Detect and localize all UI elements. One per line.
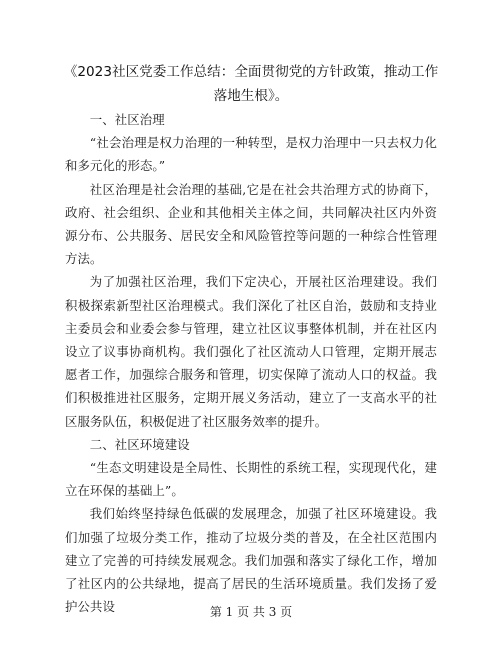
- body-paragraph: 为了加强社区治理，我们下定决心，开展社区治理建设。我们积极探索新型社区治理模式。我们深化了社区自治，鼓励和支持业主委员会和业委会参与管理，建立社区议事整体机制，并在社区内设立了议事协商机构。我们强化了社区流动人口管理，定期开展志愿者工作，加强综合服务和管理，切实保障了流动人口的权益。我们积极推进社区服务，定期开展义务活动，建立了一支高水平的社区服务队伍，积极促进了社区服务效率的提升。: [65, 274, 437, 429]
- section-heading: 一、社区治理: [89, 112, 165, 127]
- quote-paragraph: “社会治理是权力治理的一种转型，是权力治理中一只去权力化和多元化的形态。”: [65, 135, 437, 174]
- document-body: [65, 108, 437, 618]
- body-paragraph: 社区治理是社会治理的基础,它是在社会共治理方式的协商下，政府、社会组织、企业和其他相关主体之间，共同解决社区内外资源分布、公共服务、居民安全和风险管控等问题的一种综合性管理方法。: [65, 181, 437, 267]
- quote-paragraph: “生态文明建设是全局性、长期性的系统工程，实现现代化，建立在环保的基础上”。: [65, 460, 437, 499]
- document-title: 《2023社区党委工作总结：全面贯彻党的方针政策，推动工作落地生根》。: [63, 64, 439, 104]
- section-heading: 二、社区环境建设: [89, 436, 190, 452]
- body-paragraph: 我们始终坚持绿色低碳的发展理念，加强了社区环境建设。我们加强了垃圾分类工作，推动了垃圾分类的普及，在全社区范围内建立了完善的可持续发展观念。我们加强和落实了绿化工作，增加了社区内的公共绿地，提高了居民的生活环境质量。我们发扬了爱护公共设: [65, 506, 437, 615]
- page-number-footer: 第 1 页 共 3 页: [209, 605, 293, 619]
